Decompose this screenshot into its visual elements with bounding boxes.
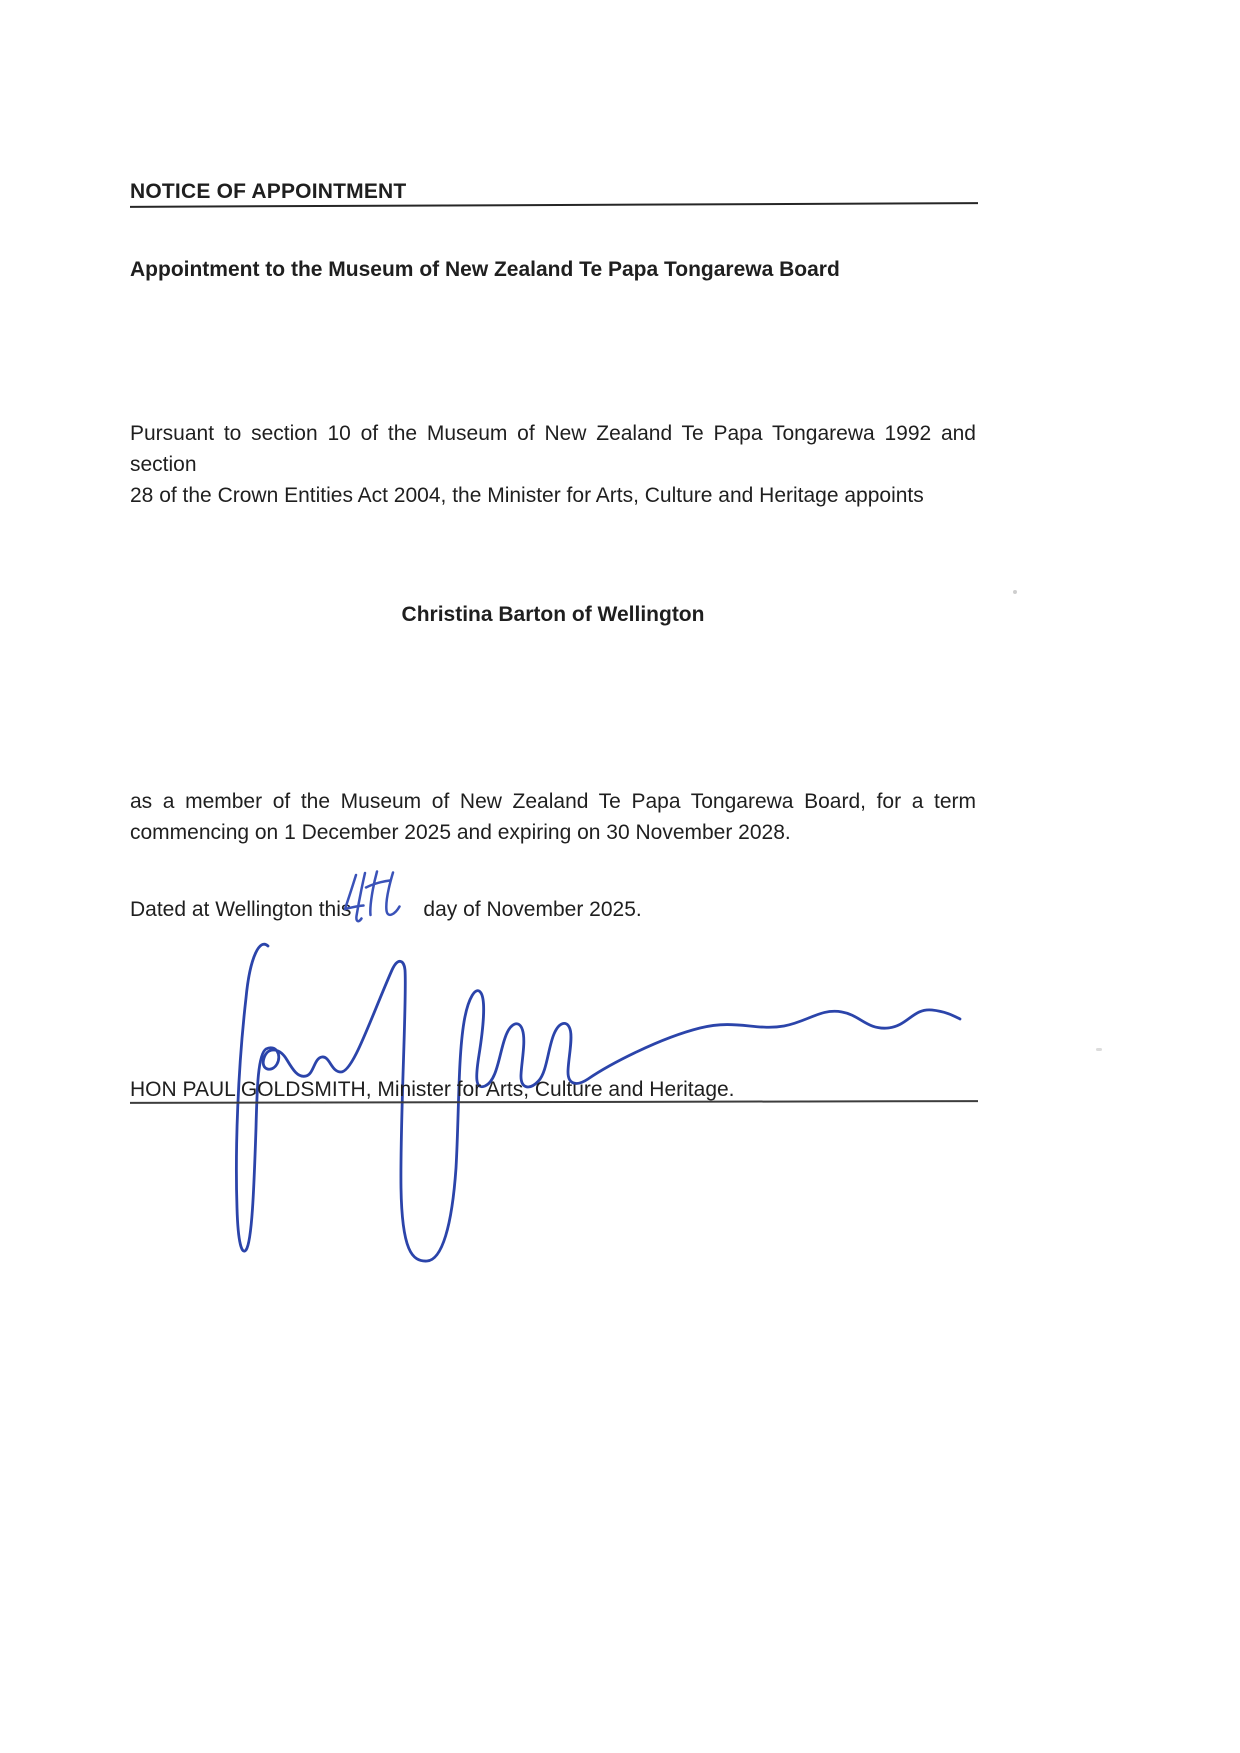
handwritten-day-gap: [351, 915, 423, 916]
document-subtitle: Appointment to the Museum of New Zealand Te Papa Tongarewa Board: [130, 258, 840, 281]
paragraph-line: commencing on 1 December 2025 and expiring on 30 November 2028.: [130, 821, 791, 844]
scan-artifact: [1013, 590, 1017, 594]
appointee-name: Christina Barton of Wellington: [401, 603, 705, 626]
paragraph-pursuant: [130, 418, 976, 511]
document-title: NOTICE OF APPOINTMENT: [130, 180, 407, 203]
scan-artifact: [1096, 1048, 1102, 1051]
signatory-line: HON PAUL GOLDSMITH, Minister for Arts, Culture and Heritage.: [130, 1078, 735, 1101]
paragraph-line: 28 of the Crown Entities Act 2004, the Minister for Arts, Culture and Heritage appoints: [130, 484, 924, 507]
dated-line: [130, 894, 1030, 925]
paragraph-line: as a member of the Museum of New Zealand Te Papa Tongarewa Board, for a term: [130, 790, 976, 813]
dated-prefix: Dated at Wellington this: [130, 898, 352, 921]
signatory-underline: [130, 1100, 978, 1104]
dated-suffix: day of November 2025.: [423, 898, 642, 921]
paragraph-line: Pursuant to section 10 of the Museum of New Zealand Te Papa Tongarewa 1992 and section: [130, 422, 976, 476]
paragraph-term: [130, 786, 976, 848]
